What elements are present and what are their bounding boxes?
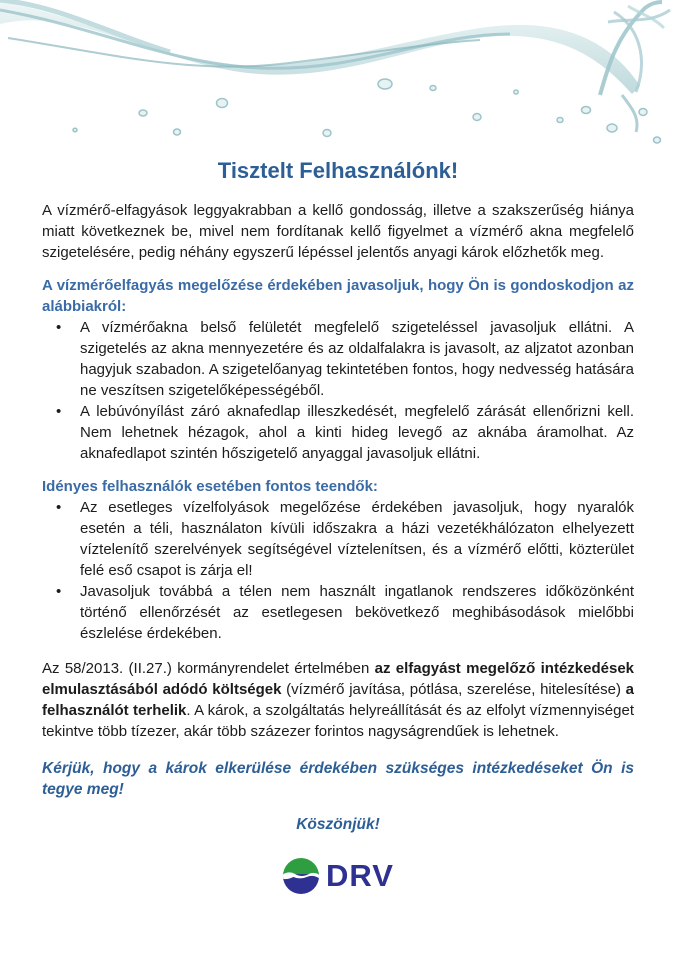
legal-segment: Az 58/2013. (II.27.) kormányrendelet értelmében <box>42 660 375 677</box>
page-title: Tisztelt Felhasználónk! <box>217 158 459 183</box>
drv-logo-text: DRV <box>326 858 394 893</box>
legal-segment-bold: az elfagyást megelőző intézkedések elmulasztásából adódó költségek <box>42 660 635 698</box>
section2-heading: Idényes felhasználók esetében fontos teendők: <box>42 478 378 495</box>
list-item: • Javasoljuk továbbá a télen nem használt ingatlanok rendszeres időközönként történő ellenőrzését az esetlegesen bekövetkező meghibásodások mielőbbi észlelése érdekében. <box>42 581 634 644</box>
section1-heading: A vízmérőelfagyás megelőzése érdekében javasoljuk, hogy Ön is gondoskodjon az alábbiakról: <box>42 277 634 315</box>
list-item: • A lebúvónyílást záró aknafedlap illeszkedését, megfelelő zárását ellenőrizni kell. Nem lehetnek hézagok, ahol a kinti hideg levegő az aknába áramolhat. Az aknafedlapot szintén hőszigetelő anyaggal javasoljuk ellátni. <box>42 401 634 464</box>
section2-bullet-list <box>42 497 634 644</box>
legal-segment-bold: a felhasználót terhelik <box>42 681 634 719</box>
drv-globe-icon <box>282 857 320 895</box>
water-splash-image <box>0 0 676 150</box>
legal-segment: . A károk, a szolgáltatás helyreállítását és az elfolyt vízmennyiséget tekintve több tízezer, akár több százezer forintos nagyságrendűek is lehetnek. <box>42 702 634 740</box>
legal-segment: (vízmérő javítása, pótlása, szerelése, hitelesítése) <box>286 681 626 698</box>
list-item: • Az esetleges vízelfolyások megelőzése érdekében javasoljuk, hogy nyaralók esetén a téli, használaton kívüli időszakra a házi vezetékhálózaton elhelyezett víztelenítő szerelvények segítségével víztelenítsen, és a vízmérő előtti, közterület felé eső csapot is zárja el! <box>42 497 634 581</box>
thanks-line: Köszönjük! <box>296 816 380 833</box>
intro-paragraph: A vízmérő-elfagyások leggyakrabban a kellő gondosság, illetve a szakszerűség hiánya miatt következnek be, mivel nem fordítanak kellő figyelmet a vízmérő akna megfelelő szigetelésére, pedig néhány egyszerű lépéssel jelentős anyagi károk előzhetők meg. <box>42 202 634 261</box>
document-body <box>42 158 634 895</box>
list-item: • A vízmérőakna belső felületét megfelelő szigeteléssel javasoljuk ellátni. A szigetelés az akna mennyezetére és az oldalfalakra is javasolt, az aljzatot azonban hagyjuk szabadon. A szigetelőanyag tekintetében fontos, hogy nedvesség hatására ne veszítsen szigetelőképességéből. <box>42 317 634 401</box>
legal-paragraph <box>42 658 634 742</box>
closing-request: Kérjük, hogy a károk elkerülése érdekében szükséges intézkedéseket Ön is tegye meg! <box>42 760 634 798</box>
drv-logo <box>42 857 634 895</box>
section1-bullet-list <box>42 317 634 464</box>
